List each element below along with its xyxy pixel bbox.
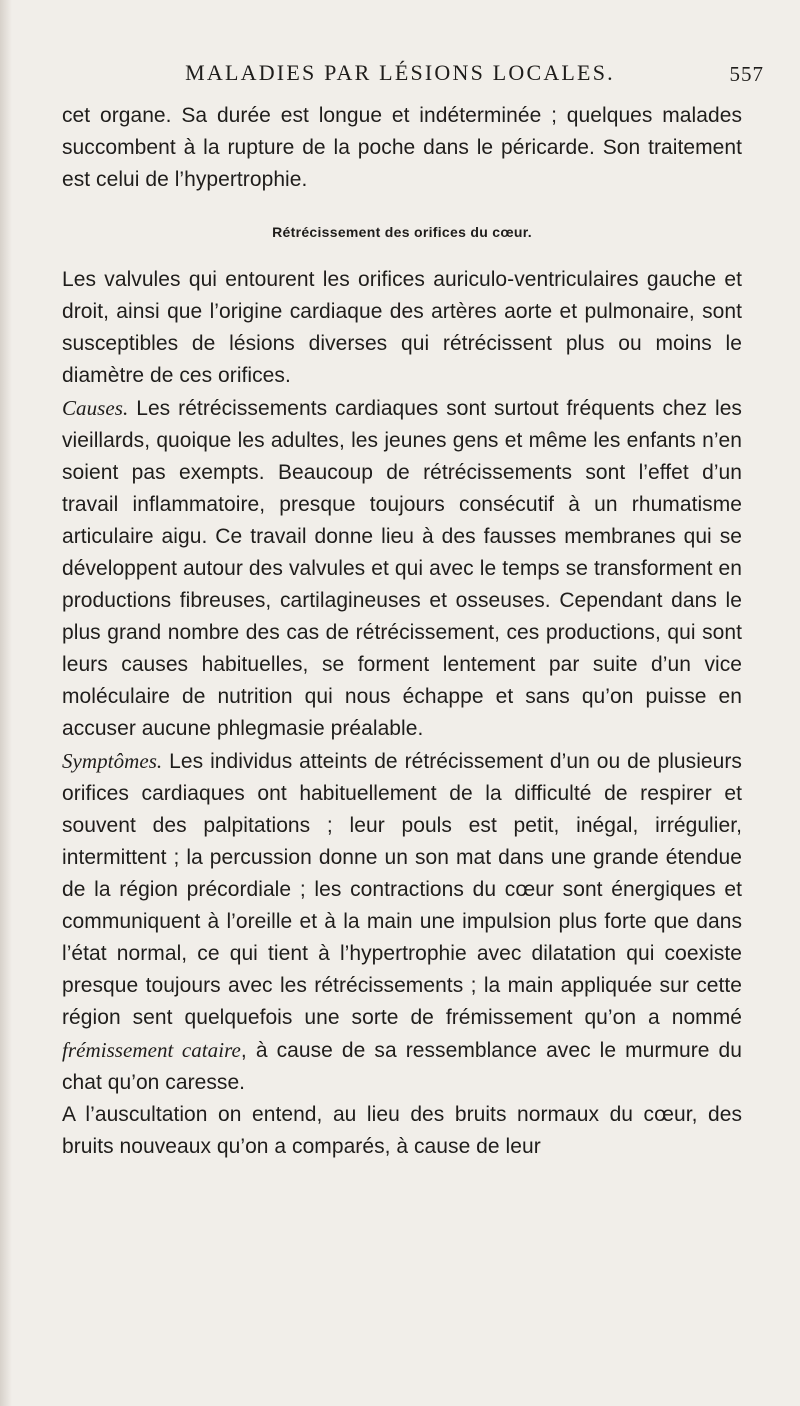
symptoms-text-1: Les individus atteints de rétrécissement d’un ou de plusieurs orifices cardiaques ont habituellement de la difficulté de respirer et souvent des palpitations ; leur pouls est petit, inégal, irrégulier, intermittent ; la percussion donne un son mat dans une grande étendue de la région précordiale ; les contractions du cœur sont énergiques et communiquent à l’oreille et à la main une impulsion plus forte que dans l’état normal, ce qui tient à l’hypertrophie avec dilatation qui coexiste presque toujours avec les rétrécissements ; la main appliquée sur cette région sent quelquefois une sorte de frémissement qu’on a nommé: [62, 750, 742, 1029]
page-number: 557: [729, 62, 764, 86]
paragraph-valvules-text: Les valvules qui entourent les orifices auriculo-ventriculaires gauche et droit, ainsi que l’origine cardiaque des artères aorte et pulmonaire, sont susceptibles de lésions diverses qui rétrécissent plus ou moins le diamètre de ces orifices.: [62, 268, 742, 387]
causes-label: Causes.: [62, 396, 129, 420]
intro-paragraph: [62, 100, 742, 196]
paragraph-causes: [62, 392, 742, 745]
paragraph-valvules: [62, 264, 742, 392]
intro-text: cet organe. Sa durée est longue et indéterminée ; quelques malades succombent à la rupture de la poche dans le péricarde. Son traitement est celui de l’hypertrophie.: [62, 104, 742, 191]
section-title: Rétrécissement des orifices du cœur.: [272, 224, 532, 240]
auscultation-text: A l’auscultation on entend, au lieu des bruits normaux du cœur, des bruits nouveaux qu’on a comparés, à cause de leur: [62, 1103, 742, 1158]
symptoms-label: Symptômes.: [62, 749, 163, 773]
page-content: [62, 100, 742, 1163]
symptoms-text-2: , à cause de sa ressemblance avec le murmure du chat qu’on caresse.: [62, 1039, 742, 1094]
symptoms-term: frémissement cataire: [62, 1038, 241, 1062]
causes-text: Les rétrécissements cardiaques sont surtout fréquents chez les vieillards, quoique les adultes, les jeunes gens et même les enfants n’en soient pas exempts. Beaucoup de rétrécissements sont l’effet d’un travail inflammatoire, presque toujours consécutif à un rhumatisme articulaire aigu. Ce travail donne lieu à des fausses membranes qui se développent autour des valvules et qui avec le temps se transforment en productions fibreuses, cartilagineuses et osseuses. Cependant dans le plus grand nombre des cas de rétrécissement, ces productions, qui sont leurs causes habituelles, se forment lentement par suite d’un vice moléculaire de nutrition qui nous échappe et sans qu’on puisse en accuser aucune phlegmasie préalable.: [62, 397, 742, 740]
running-header: [0, 60, 800, 94]
running-title: MALADIES PAR LÉSIONS LOCALES.: [185, 60, 615, 85]
paragraph-auscultation: [62, 1099, 742, 1163]
page-gutter-shadow: [0, 0, 12, 1406]
paragraph-symptomes: [62, 745, 742, 1099]
